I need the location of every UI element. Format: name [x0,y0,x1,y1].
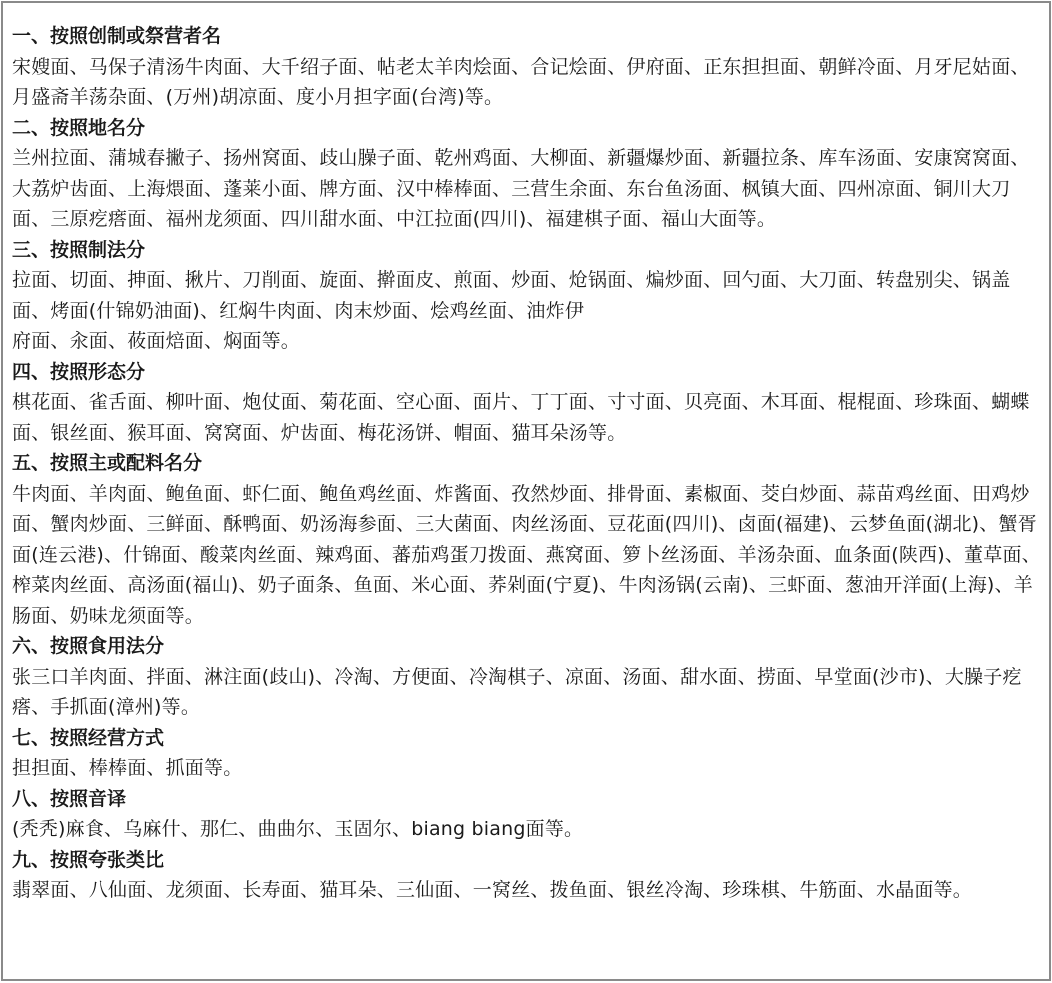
section-eating-methods [12,631,1043,723]
section-creator-names [12,21,1043,113]
section-heading: 六、按照食用法分 [12,635,165,657]
section-transliteration [12,784,1043,845]
section-heading: 九、按照夸张类比 [12,848,165,871]
section-body: 翡翠面、八仙面、龙须面、长寿面、猫耳朵、三仙面、一窝丝、拨鱼面、银丝冷淘、珍珠棋、牛筋面、水晶面等。 [12,879,973,901]
section-heading: 八、按照音译 [12,787,127,810]
section-body: 宋嫂面、马保子清汤牛肉面、大千绍子面、帖老太羊肉烩面、合记烩面、伊府面、正东担担面、朝鲜冷面、月牙尼姑面、月盛斋羊荡杂面、(万州)胡凉面、度小月担字面(台湾)等。 [12,55,1030,108]
section-methods [12,235,1043,357]
section-body: 兰州拉面、蒲城春撇子、扬州窝面、歧山臊子面、乾州鸡面、大柳面、新疆爆炒面、新疆拉条、库车汤面、安康窝窝面、大荔炉齿面、上海煨面、蓬莱小面、牌方面、汉中棒棒面、三营生余面、东台鱼汤面、枫镇大面、四州凉面、铜川大刀面、三原疙瘩面、福州龙须面、四川甜水面、中江拉面(四川)、福建棋子面、福山大面等。 [12,147,1030,230]
section-ingredients [12,448,1043,631]
section-analogy [12,845,1043,906]
section-business-style [12,723,1043,784]
section-body: 棋花面、雀舌面、柳叶面、炮仗面、菊花面、空心面、面片、丁丁面、寸寸面、贝亮面、木耳面、棍棍面、珍珠面、蝴蝶面、银丝面、猴耳面、窝窝面、炉齿面、梅花汤饼、帽面、猫耳朵汤等。 [12,391,1030,444]
document-frame [1,1,1051,981]
section-heading: 五、按照主或配料名分 [12,452,203,474]
section-body: 担担面、棒棒面、抓面等。 [12,757,243,779]
section-body: 牛肉面、羊肉面、鲍鱼面、虾仁面、鲍鱼鸡丝面、炸酱面、孜然炒面、排骨面、素椒面、茭白炒面、蒜苗鸡丝面、田鸡炒面、蟹肉炒面、三鲜面、酥鸭面、奶汤海参面、三大菌面、肉丝汤面、豆花面(四川)、卤面(福建)、云梦鱼面(湖北)、蟹胥面(连云港)、什锦面、酸菜肉丝面、辣鸡面、蕃茄鸡蛋刀拨面、燕窝面、箩卜丝汤面、羊汤杂面、血条面(陕西)、董草面、榨菜肉丝面、高汤面(福山)、奶子面条、鱼面、米心面、荞剁面(宁夏)、牛肉汤锅(云南)、三虾面、葱油开洋面(上海)、羊肠面、奶味龙须面等。 [12,482,1041,627]
section-body: 拉面、切面、抻面、揪片、刀削面、旋面、擀面皮、煎面、炒面、炝锅面、煸炒面、回勺面、大刀面、转盘别尖、锅盖面、烤面(什锦奶油面)、红焖牛肉面、肉末炒面、烩鸡丝面、油炸伊 府面、汆面、莜面焙面、焖面等。 [12,269,1011,352]
section-body: 张三口羊肉面、拌面、淋注面(歧山)、冷淘、方便面、冷淘棋子、凉面、汤面、甜水面、捞面、早堂面(沙市)、大臊子疙瘩、手抓面(漳州)等。 [12,665,1022,718]
section-heading: 三、按照制法分 [12,238,146,261]
section-body: (秃秃)麻食、乌麻什、那仁、曲曲尔、玉固尔、biang biang面等。 [12,818,584,840]
section-heading: 二、按照地名分 [12,116,146,139]
section-heading: 七、按照经营方式 [12,726,165,749]
section-heading: 一、按照创制或祭营者名 [12,25,222,47]
section-shapes [12,357,1043,449]
section-place-names [12,113,1043,235]
section-heading: 四、按照形态分 [12,360,146,383]
